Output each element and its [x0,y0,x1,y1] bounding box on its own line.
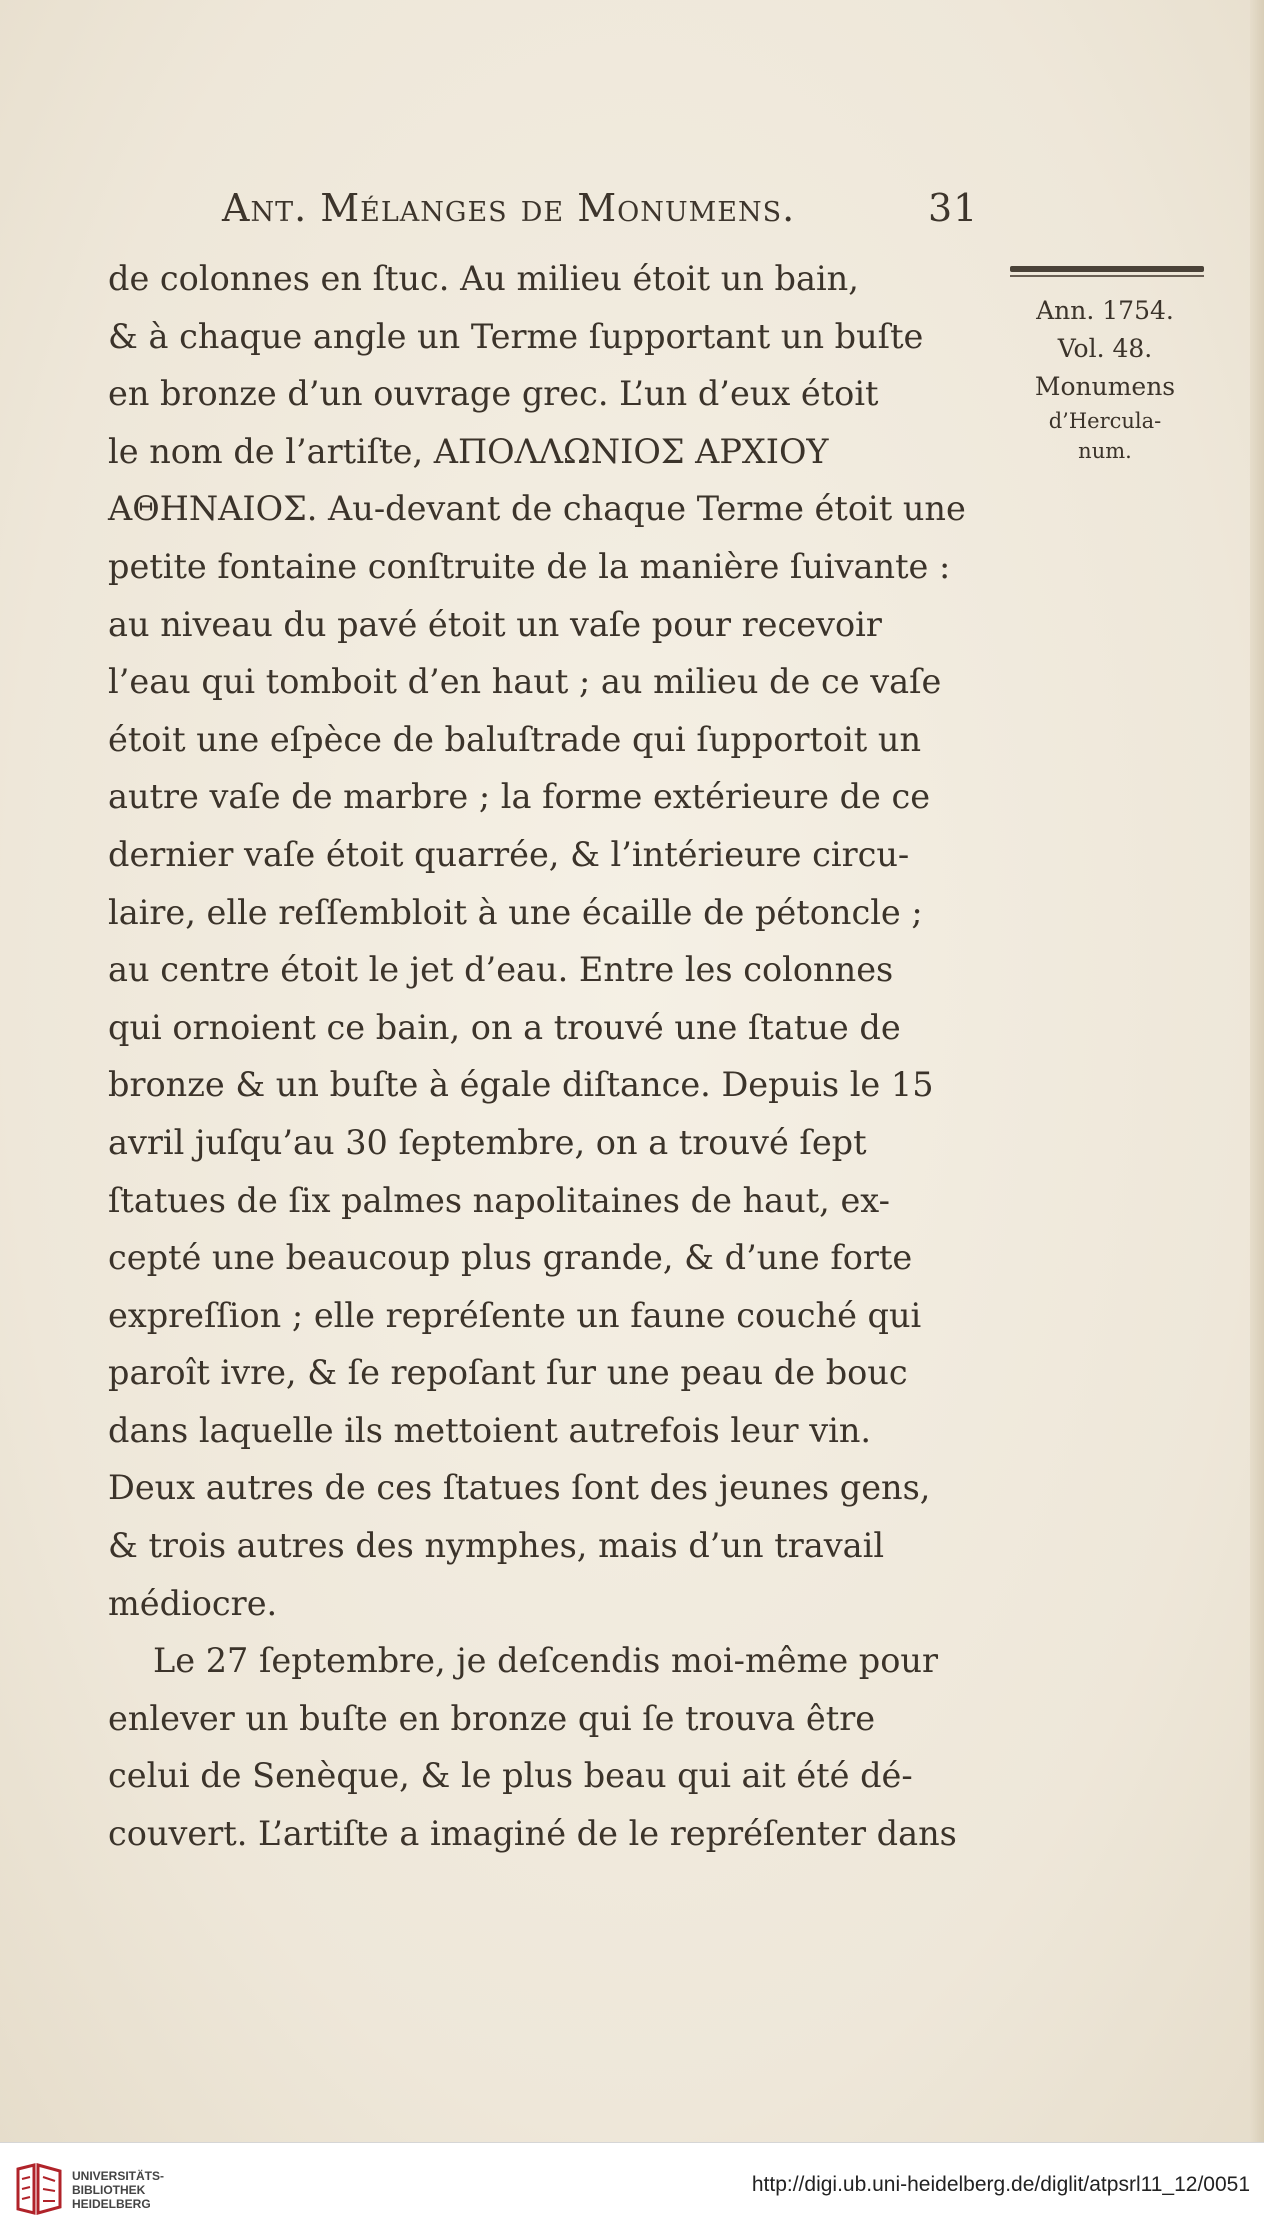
text-line: couvert. L’artiſte a imaginé de le repréſenter dans [108,1814,957,1854]
text-line: ΑΘΗΝΑΙΟΣ. Au-devant de chaque Terme étoit une [108,489,966,529]
text-line: bronze & un buſte à égale diſtance. Depuis le 15 [108,1065,934,1105]
text-line: de colonnes en ſtuc. Au milieu étoit un bain, [108,259,859,298]
body-text [108,250,988,1863]
text-line: étoit une eſpèce de baluſtrade qui ſupportoit un [108,719,922,759]
text-line: autre vaſe de marbre ; la forme extérieure de ce [108,777,931,817]
library-name-line: HEIDELBERG [72,2197,151,2211]
text-line: Deux autres de ces ſtatues ſont des jeunes gens, [108,1468,931,1508]
text-line: dernier vaſe étoit quarrée, & l’intérieure circu- [108,834,910,874]
text-line: au niveau du pavé étoit un vaſe pour recevoir [108,604,882,644]
text-line: laire, elle reſſembloit à une écaille de pétoncle ; [108,892,923,932]
page-edge [1250,0,1264,2142]
text-line: avril juſqu’au 30 ſeptembre, on a trouvé ſept [108,1122,867,1162]
text-line: qui ornoient ce bain, on a trouvé une ſtatue de [108,1007,901,1047]
library-name[interactable] [72,2169,164,2211]
margin-notes [990,292,1220,466]
digitization-footer [0,2142,1264,2236]
text-line: dans laquelle ils mettoient autrefois leur vin. [108,1410,872,1450]
text-line: paroît ivre, & ſe repoſant ſur une peau de bouc [108,1353,908,1393]
text-line-paragraph-start: Le 27 ſeptembre, je deſcendis moi-même pour [153,1641,938,1681]
text-line: & trois autres des nymphes, mais d’un travail [108,1526,885,1566]
text-line: cepté une beaucoup plus grande, & d’une forte [108,1238,913,1278]
text-line: & à chaque angle un Terme ſupportant un buſte [108,316,924,356]
text-line: le nom de l’artiſte, ΑΠΟΛΛΩΝΙΟΣ ΑΡΧΙΟΥ [108,431,829,471]
text-line: en bronze d’un ouvrage grec. L’un d’eux étoit [108,374,879,414]
text-line: ſtatues de ſix palmes napolitaines de haut, ex- [108,1180,890,1220]
text-line: médiocre. [108,1583,278,1623]
margin-note-volume: Vol. 48. [1057,334,1153,363]
margin-note-year: Ann. 1754. [1036,296,1174,325]
text-line: expreſſion ; elle repréſente un faune couché qui [108,1295,922,1335]
text-line: celui de Senèque, & le plus beau qui ait été dé- [108,1756,913,1796]
page-number: 31 [928,186,979,230]
running-head-title: Ant. Mélanges de Monumens. [222,186,796,230]
margin-note-subject-end: num. [1078,439,1132,463]
margin-ornament-rule [1010,266,1204,272]
library-name-line: UNIVERSITÄTS- [72,2169,165,2183]
running-head [222,186,1012,246]
text-line: l’eau qui tomboit d’en haut ; au milieu de ce vaſe [108,662,942,702]
text-line: enlever un buſte en bronze qui ſe trouva être [108,1698,876,1738]
library-name-line: BIBLIOTHEK [72,2183,146,2197]
text-line: au centre étoit le jet d’eau. Entre les colonnes [108,950,894,990]
heidelberg-library-logo-icon[interactable] [14,2161,64,2217]
text-line: petite fontaine conſtruite de la manière ſuivante : [108,546,951,586]
margin-note-subject-cont: d’Hercula- [1048,409,1162,433]
source-url-link[interactable]: http://digi.ub.uni-heidelberg.de/diglit/atpsrl11_12/0051 [751,2173,1250,2196]
margin-note-subject: Monumens [1034,372,1176,401]
